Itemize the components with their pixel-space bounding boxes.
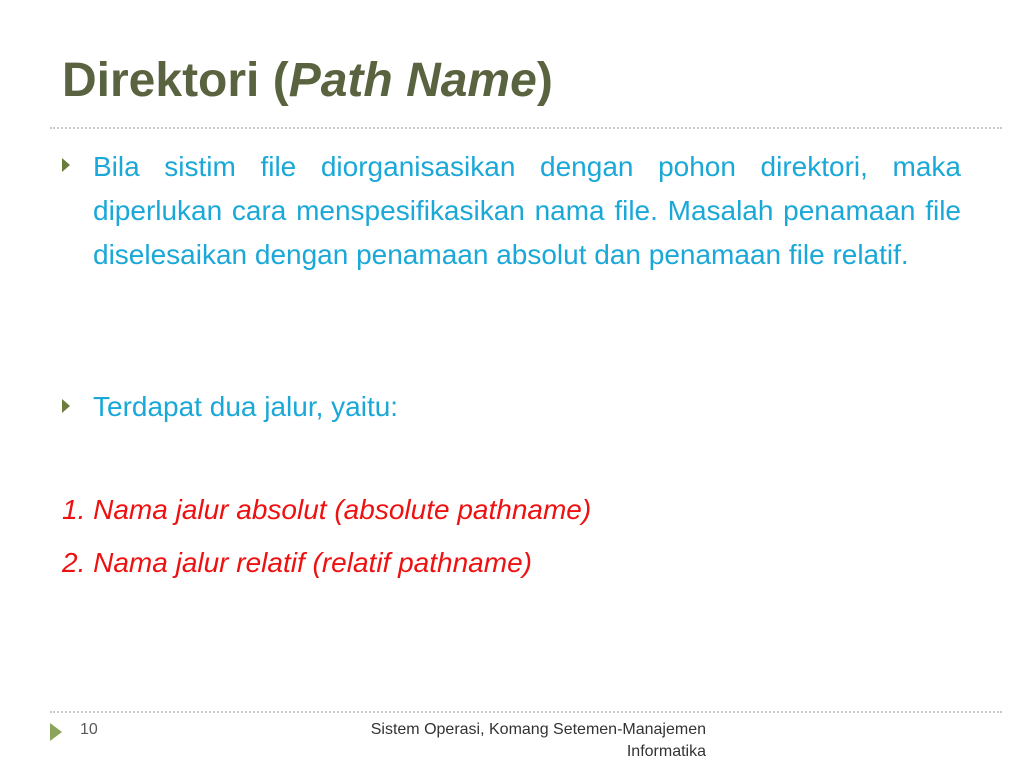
bullet-arrow-icon (62, 399, 70, 413)
footer-arrow-icon (50, 723, 62, 741)
numbered-item: 2. Nama jalur relatif (relatif pathname) (62, 547, 532, 578)
title-italic: Path Name (288, 54, 537, 107)
slide-title (62, 52, 553, 110)
title-divider (50, 127, 1002, 129)
footer-text (371, 719, 706, 763)
title-prefix: Direktori ( (62, 54, 289, 107)
page-number: 10 (80, 721, 98, 738)
numbered-item: 1. Nama jalur absolut (absolute pathname) (62, 494, 592, 525)
bullet-text: Bila sistim file diorganisasikan dengan pohon direktori, maka diperlukan cara menspesifikasikan nama file. Masalah penamaan file diselesaikan dengan penamaan absolut dan penamaan file relatif. (93, 151, 961, 270)
bullet-text: Terdapat dua jalur, yaitu: (93, 391, 399, 422)
footer-line-2: Informatika (626, 743, 706, 760)
footer-divider (50, 711, 1002, 713)
bullet-arrow-icon (62, 158, 70, 172)
footer-line-1: Sistem Operasi, Komang Setemen-Manajemen (370, 721, 706, 738)
title-suffix: ) (536, 54, 553, 107)
